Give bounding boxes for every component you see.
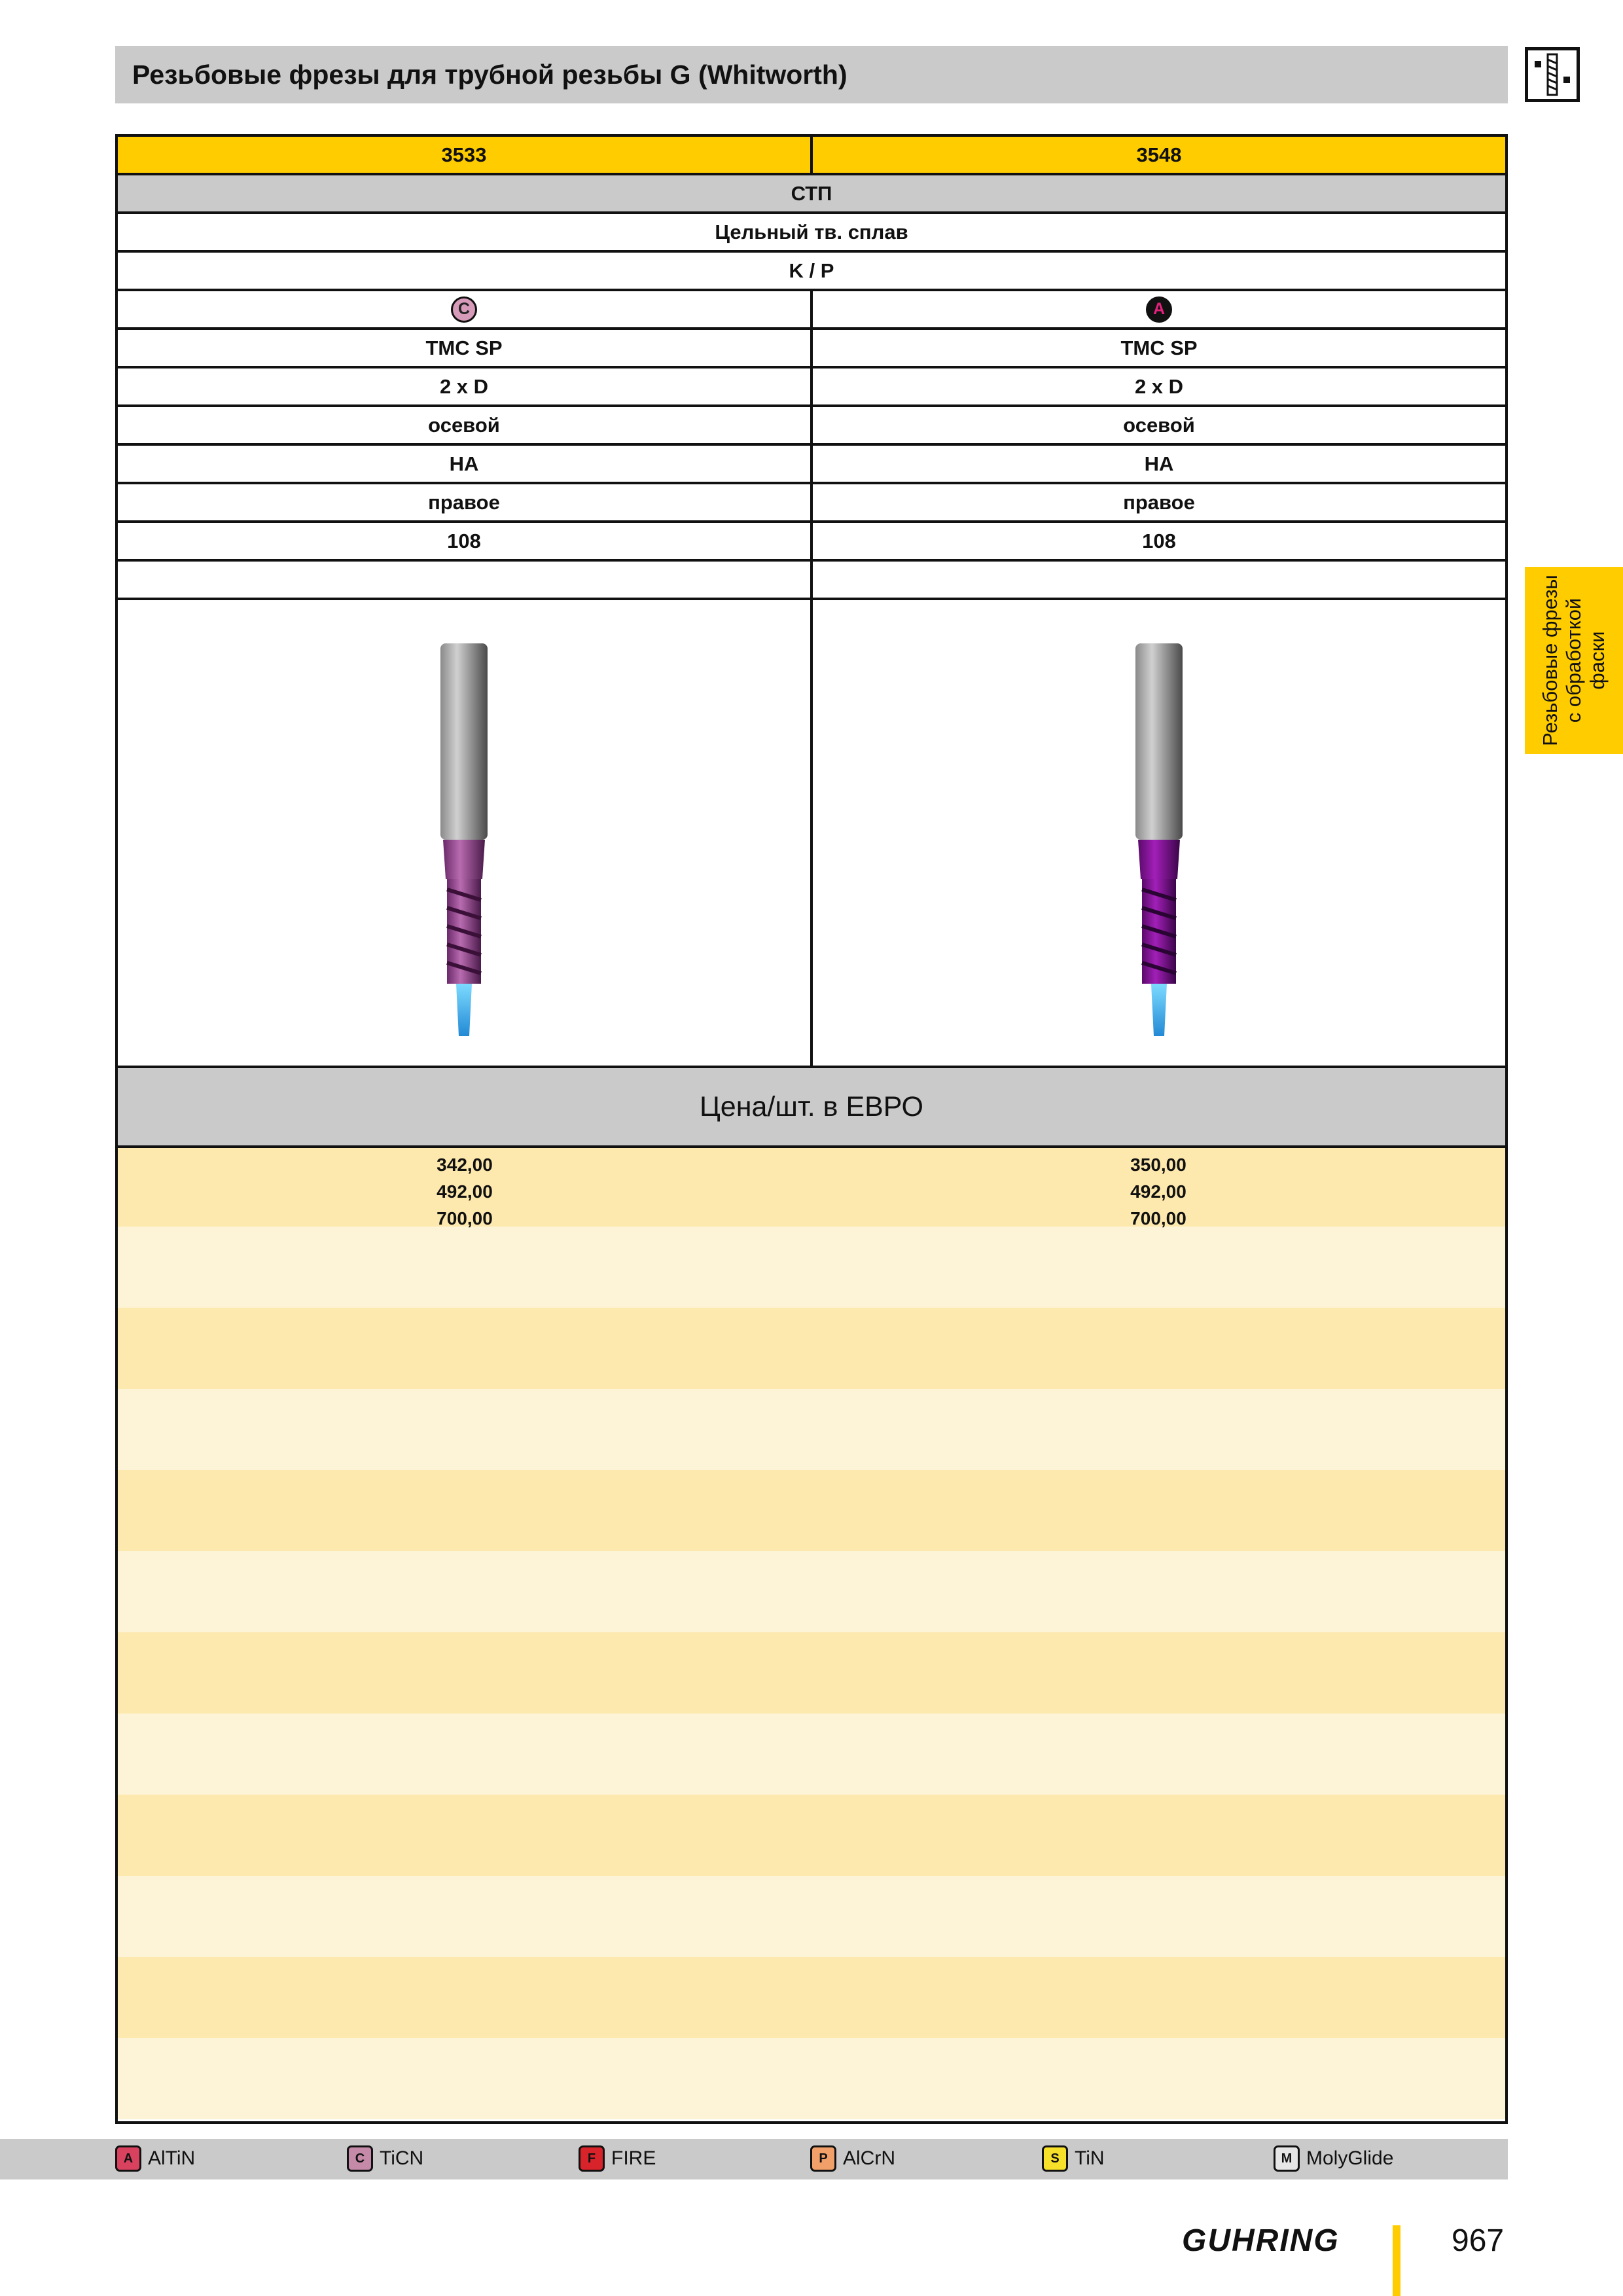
price-stripe — [118, 1957, 1505, 2038]
legend-item — [1274, 2145, 1393, 2172]
article-row — [118, 137, 1505, 175]
article-number: 3548 — [810, 137, 1505, 173]
coating-cell — [810, 291, 1505, 327]
coating-row — [118, 291, 1505, 330]
section-tab[interactable] — [1525, 567, 1623, 754]
page-ref-value: 108 — [810, 523, 1505, 559]
article-number: 3533 — [441, 143, 487, 166]
coolant-value: осевой — [810, 407, 1505, 443]
price-stripe — [118, 1227, 1505, 1308]
cutting-material-row — [118, 330, 1505, 368]
price-value: 492,00 — [437, 1181, 493, 1202]
price-area — [118, 1148, 1505, 2121]
length-value: 2 x D — [439, 374, 489, 398]
thread-mill-icon — [1525, 47, 1580, 102]
price-column — [812, 1151, 1505, 1232]
price-stripe — [118, 1713, 1505, 1795]
price-column — [118, 1151, 812, 1232]
legend-item — [347, 2145, 423, 2172]
footer-divider — [1393, 2225, 1400, 2296]
price-value: 342,00 — [437, 1155, 493, 1175]
shank-value: HA — [449, 452, 479, 475]
section-tab-label: Резьбовые фрезы с обработкой фаски — [1539, 575, 1609, 746]
price-stripe — [118, 1308, 1505, 1389]
brand-logo: GUHRING — [1182, 2223, 1340, 2258]
alcrn-icon: P — [810, 2145, 836, 2172]
cutting-material-value: TMC SP — [425, 336, 503, 359]
price-stripe — [118, 1632, 1505, 1713]
legend-item — [579, 2145, 656, 2172]
fire-icon: F — [579, 2145, 605, 2172]
material-row — [118, 214, 1505, 253]
legend-label: TiN — [1075, 2147, 1105, 2169]
price-header-label: Цена/шт. в ЕВРО — [700, 1090, 923, 1122]
coating-cell — [118, 291, 810, 327]
price-stripe — [118, 2038, 1505, 2119]
page-ref-row — [118, 523, 1505, 562]
direction-value: правое — [810, 484, 1505, 520]
legend-label: AlCrN — [843, 2147, 895, 2169]
legend-label: AlTiN — [148, 2147, 196, 2169]
application-row — [118, 253, 1505, 291]
price-value: 492,00 — [1130, 1181, 1186, 1202]
image-row — [118, 600, 1505, 1068]
length-value: 2 x D — [810, 368, 1505, 404]
empty-row — [118, 562, 1505, 600]
altin-icon: A — [115, 2145, 141, 2172]
price-value: 350,00 — [1130, 1155, 1186, 1175]
legend-label: MolyGlide — [1306, 2147, 1394, 2169]
coating-badge-icon: C — [451, 296, 477, 323]
application-value: K / P — [789, 259, 834, 282]
coolant-row — [118, 407, 1505, 446]
page-title: Резьбовые фрезы для трубной резьбы G (Whitworth) — [115, 46, 1508, 103]
empty-cell — [118, 562, 810, 598]
ticn-icon: C — [347, 2145, 373, 2172]
empty-cell — [810, 562, 1505, 598]
price-header — [118, 1068, 1505, 1148]
price-stripe — [118, 1795, 1505, 1876]
tool-image-cell — [118, 600, 810, 1066]
price-stripe — [118, 1551, 1505, 1632]
material-value: Цельный тв. сплав — [715, 220, 908, 243]
page-ref-value: 108 — [447, 529, 481, 552]
coating-legend — [0, 2139, 1508, 2179]
standard-row — [118, 175, 1505, 214]
cutting-material-value: TMC SP — [810, 330, 1505, 366]
tin-icon: S — [1042, 2145, 1068, 2172]
direction-value: правое — [428, 490, 500, 514]
price-stripe — [118, 1470, 1505, 1551]
legend-item — [1042, 2145, 1105, 2172]
thread-mill-3548-image — [1107, 630, 1211, 1036]
price-value: 700,00 — [437, 1208, 493, 1229]
shank-row — [118, 446, 1505, 484]
length-row — [118, 368, 1505, 407]
molyglide-icon: M — [1274, 2145, 1300, 2172]
page-number: 967 — [1452, 2223, 1505, 2258]
standard-value: СТП — [791, 181, 832, 205]
legend-item — [810, 2145, 895, 2172]
price-stripe — [118, 1389, 1505, 1470]
tool-image-cell — [810, 600, 1505, 1066]
price-stripe — [118, 1876, 1505, 1957]
legend-label: FIRE — [611, 2147, 656, 2169]
product-table — [115, 134, 1508, 2124]
shank-value: HA — [810, 446, 1505, 482]
coolant-value: осевой — [428, 413, 500, 437]
price-value: 700,00 — [1130, 1208, 1186, 1229]
thread-mill-3533-image — [412, 630, 516, 1036]
direction-row — [118, 484, 1505, 523]
coating-badge-icon: A — [1146, 296, 1172, 323]
legend-label: TiCN — [380, 2147, 424, 2169]
legend-item — [115, 2145, 195, 2172]
